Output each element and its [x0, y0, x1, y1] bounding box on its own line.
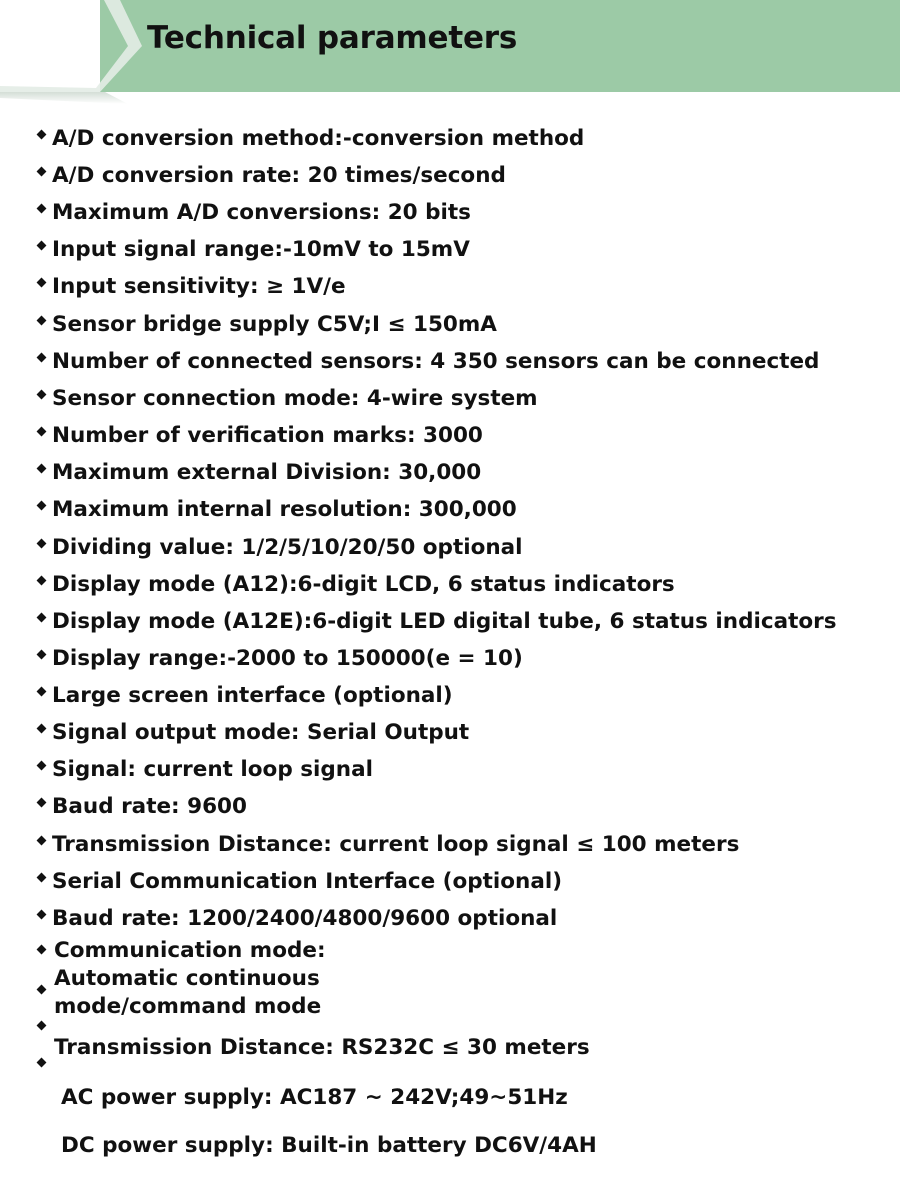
comm-mode-label: Communication mode:: [54, 938, 326, 963]
diamond-bullet-icon: [33, 128, 52, 148]
diamond-bullet-icon: [33, 202, 52, 222]
list-item: Display range:-2000 to 150000(e = 10): [33, 648, 523, 678]
diamond-bullet-icon: [33, 537, 52, 557]
list-item: Sensor bridge supply C5V;I ≤ 150mA: [33, 314, 497, 344]
diamond-bullet-icon: [33, 388, 52, 408]
list-item: A/D conversion rate: 20 times/second: [33, 165, 506, 195]
diamond-bullet-icon: [33, 648, 52, 668]
list-item: Maximum external Division: 30,000: [33, 462, 481, 492]
list-item: Maximum A/D conversions: 20 bits: [33, 202, 471, 232]
list-item: A/D conversion method:-conversion method: [33, 128, 584, 158]
diamond-bullet-icon: [33, 239, 52, 259]
list-item: Number of verification marks: 3000: [33, 425, 483, 455]
list-item: Signal output mode: Serial Output: [33, 722, 469, 752]
list-item: Transmission Distance: current loop signal ≤ 100 meters: [33, 834, 739, 864]
diamond-bullet-icon: [33, 314, 52, 334]
diamond-bullet-icon: [33, 165, 52, 185]
diamond-bullet-icon: [33, 685, 52, 705]
list-item: Display mode (A12E):6-digit LED digital tube, 6 status indicators: [33, 611, 837, 641]
ac-power-supply: AC power supply: AC187 ~ 242V;49~51Hz: [61, 1085, 568, 1110]
diamond-bullet-icon: [35, 983, 49, 997]
list-item: Serial Communication Interface (optional): [33, 871, 562, 901]
rs232-distance: Transmission Distance: RS232C ≤ 30 meters: [54, 1035, 590, 1060]
diamond-bullet-icon: [33, 908, 52, 928]
list-item: Number of connected sensors: 4 350 sensors can be connected: [33, 351, 819, 381]
list-item: Large screen interface (optional): [33, 685, 453, 715]
diamond-bullet-icon: [33, 871, 52, 891]
diamond-bullet-icon: [33, 499, 52, 519]
diamond-bullet-icon: [35, 943, 49, 957]
list-item: Maximum internal resolution: 300,000: [33, 499, 517, 529]
list-item: Input signal range:-10mV to 15mV: [33, 239, 470, 269]
diamond-bullet-icon: [35, 1019, 49, 1033]
diamond-bullet-icon: [33, 796, 52, 816]
list-item: Signal: current loop signal: [33, 759, 373, 789]
list-item: Baud rate: 1200/2400/4800/9600 optional: [33, 908, 557, 938]
diamond-bullet-icon: [33, 276, 52, 296]
diamond-bullet-icon: [33, 759, 52, 779]
list-item: Display mode (A12):6-digit LCD, 6 status indicators: [33, 574, 675, 604]
diamond-bullet-icon: [33, 611, 52, 631]
comm-mode-value-line1: Automatic continuous: [54, 966, 320, 991]
diamond-bullet-icon: [33, 351, 52, 371]
diamond-bullet-icon: [33, 722, 52, 742]
diamond-bullet-icon: [35, 1056, 49, 1070]
comm-mode-value-line2: mode/command mode: [54, 994, 322, 1019]
page-title: Technical parameters: [147, 20, 518, 56]
diamond-bullet-icon: [33, 462, 52, 482]
diamond-bullet-icon: [33, 834, 52, 854]
dc-power-supply: DC power supply: Built-in battery DC6V/4AH: [61, 1133, 597, 1158]
list-item: Sensor connection mode: 4-wire system: [33, 388, 538, 418]
list-item: Input sensitivity: ≥ 1V/e: [33, 276, 346, 306]
list-item: Dividing value: 1/2/5/10/20/50 optional: [33, 537, 523, 567]
diamond-bullet-icon: [33, 425, 52, 445]
header-arrow-tab: [0, 0, 170, 104]
diamond-bullet-icon: [33, 574, 52, 594]
list-item: Baud rate: 9600: [33, 796, 247, 826]
